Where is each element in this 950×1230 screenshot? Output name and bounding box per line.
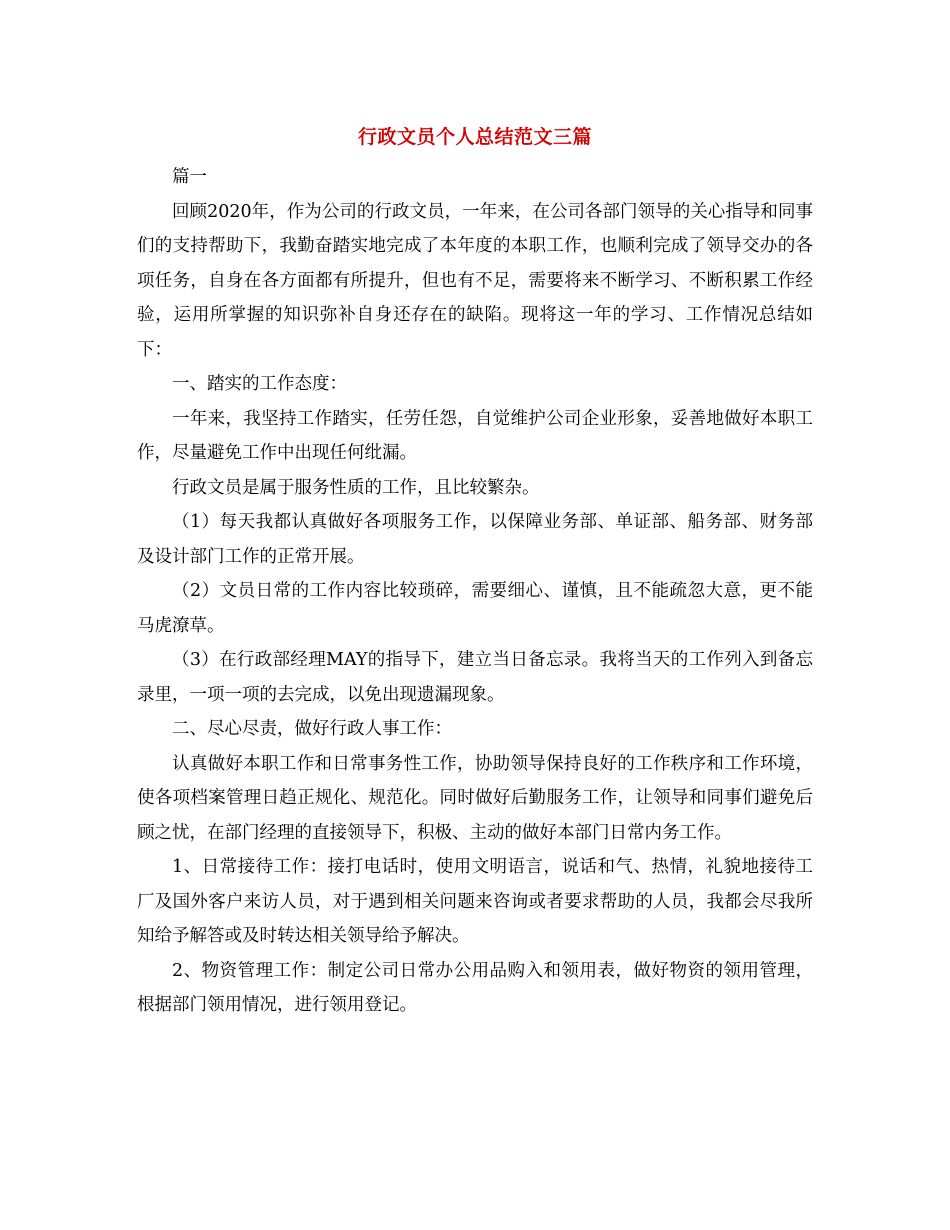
- document-body: [137, 160, 813, 1023]
- section-heading: 一、踏实的工作态度：: [172, 374, 347, 394]
- paragraph: 行政文员是属于服务性质的工作，且比较繁杂。: [172, 477, 540, 498]
- paragraph: 回顾2020年，作为公司的行政文员，一年来，在公司各部门领导的关心指导和同事们的支持帮助下，我勤奋踏实地完成了本年度的本职工作，也顺利完成了领导交办的各项任务，自身在各方面都有所提升，但也有不足，需要将来不断学习、不断积累工作经验，运用所掌握的知识弥补自身还存在的缺陷。现将这一年的学习、工作情况总结如下：: [137, 201, 813, 360]
- list-item: 1、日常接待工作：接打电话时，使用文明语言，说话和气、热情，礼貌地接待工厂及国外客户来访人员，对于遇到相关问题来咨询或者要求帮助的人员，我都会尽我所知给予解答或及时转达相关领导给予解决。: [137, 857, 813, 946]
- paragraph: 认真做好本职工作和日常事务性工作，协助领导保持良好的工作秩序和工作环境，使各项档案管理日趋正规化、规范化。同时做好后勤服务工作，让领导和同事们避免后顾之忧，在部门经理的直接领导下，积极、主动的做好本部门日常内务工作。: [137, 753, 813, 843]
- list-item: （3）在行政部经理MAY的指导下，建立当日备忘录。我将当天的工作列入到备忘录里，一项一项的去完成，以免出现遗漏现象。: [137, 650, 813, 705]
- section-heading: 二、尽心尽责，做好行政人事工作：: [172, 719, 452, 739]
- document-title: 行政文员个人总结范文三篇: [357, 126, 592, 148]
- list-item: （1）每天我都认真做好各项服务工作，以保障业务部、单证部、船务部、财务部及设计部门工作的正常开展。: [137, 512, 813, 567]
- paragraph: 一年来，我坚持工作踏实，任劳任怨，自觉维护公司企业形象，妥善地做好本职工作，尽量避免工作中出现任何纰漏。: [137, 408, 813, 463]
- list-item: （2）文员日常的工作内容比较琐碎，需要细心、谨慎，且不能疏忽大意，更不能马虎潦草。: [137, 581, 813, 636]
- list-item: 2、物资管理工作：制定公司日常办公用品购入和领用表，做好物资的领用管理，根据部门领用情况，进行领用登记。: [137, 960, 813, 1015]
- section-heading: 篇一: [172, 167, 207, 187]
